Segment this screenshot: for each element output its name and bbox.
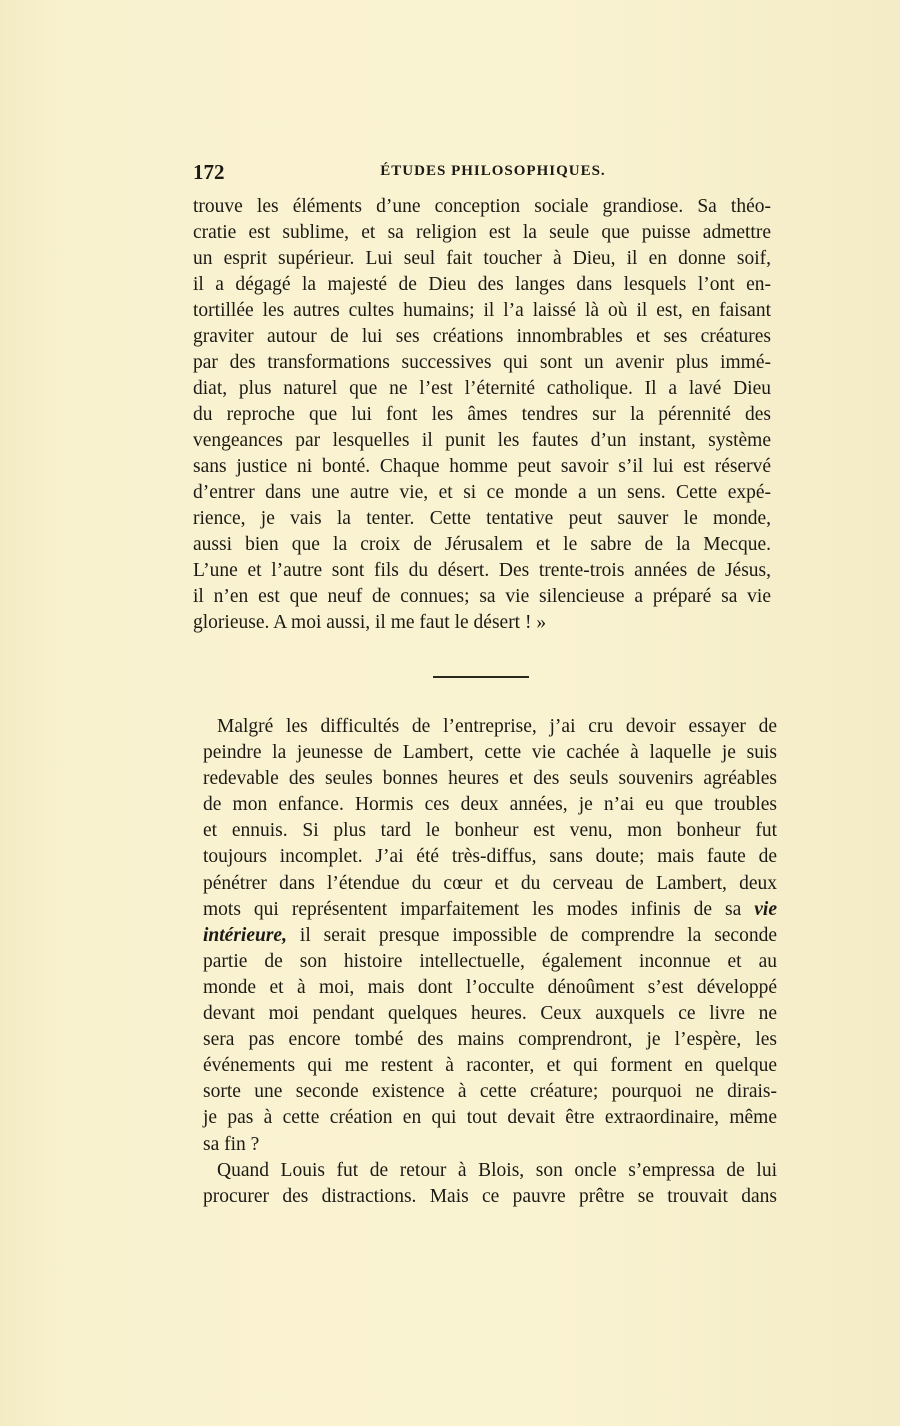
text-line [203, 1158, 777, 1184]
line-text: et ennuis. Si plus tard le bonheur est venu, mon bonheur fut [203, 820, 777, 842]
text-line [193, 610, 771, 636]
line-text: Malgré les difficultés de l’entreprise, j’ai cru devoir essayer de [217, 716, 777, 737]
line-text: peindre la jeunesse de Lambert, cette vie cachée à laquelle je suis [203, 742, 777, 764]
text-line [203, 897, 777, 923]
text-line [203, 871, 777, 897]
text-line [193, 402, 771, 428]
line-text: un esprit supérieur. Lui seul fait toucher à Dieu, il en donne soif, [193, 248, 771, 269]
text-line [193, 480, 771, 506]
text-line [193, 220, 771, 246]
text-line [193, 246, 771, 272]
text-line [203, 1105, 777, 1131]
text-line [193, 324, 771, 350]
line-text: il n’en est que neuf de connues; sa vie silencieuse a préparé sa vie [193, 586, 771, 607]
page-header [193, 160, 773, 186]
running-title: ÉTUDES PHILOSOPHIQUES. [380, 163, 606, 179]
text-line [203, 792, 777, 818]
text-line [203, 766, 777, 792]
line-text: devant moi pendant quelques heures. Ceux auxquels ce livre ne [203, 1003, 777, 1025]
text-line [203, 1184, 777, 1210]
paragraph-quote-end [193, 194, 771, 636]
line-text: monde et à moi, mais dont l’occulte dénoûment s’est développé [203, 976, 777, 998]
text-line [203, 949, 777, 975]
italic-text: intérieure, [203, 924, 287, 946]
line-text: par des transformations successives qui sont un avenir plus immé- [193, 352, 771, 373]
line-text: je pas à cette création en qui tout devait être extraordinaire, même [203, 1107, 777, 1129]
line-text: sa fin ? [203, 1133, 260, 1155]
paragraphs-narrative [203, 714, 777, 1210]
line-text: graviter autour de lui ses créations innombrables et ses créatures [193, 326, 771, 347]
line-text: de mon enfance. Hormis ces deux années, je n’ai eu que troubles [203, 794, 777, 816]
text-line [193, 584, 771, 610]
line-text: d’entrer dans une autre vie, et si ce monde a un sens. Cette expé- [193, 482, 771, 503]
text-line [203, 1001, 777, 1027]
text-line [203, 923, 777, 949]
text-line [193, 454, 771, 480]
text-line [203, 818, 777, 844]
line-text: pénétrer dans l’étendue du cœur et du cerveau de Lambert, deux [203, 872, 777, 894]
line-text: sorte une seconde existence à cette créature; pourquoi ne dirais- [203, 1081, 777, 1103]
text-line [193, 428, 771, 454]
line-text: il serait presque impossible de comprendre la seconde [299, 924, 777, 946]
text-line [203, 1053, 777, 1079]
line-text: tortillée les autres cultes humains; il l’a laissé là où il est, en faisant [193, 300, 771, 321]
line-text: diat, plus naturel que ne l’est l’éternité catholique. Il a lavé Dieu [193, 378, 771, 399]
text-line [203, 714, 777, 740]
line-text: du reproche que lui font les âmes tendres sur la pérennité des [193, 404, 771, 425]
line-text: sera pas encore tombé des mains comprendront, je l’espère, les [203, 1029, 777, 1051]
text-line [193, 350, 771, 376]
page-number: 172 [193, 160, 225, 184]
line-text: partie de son histoire intellectuelle, également inconnue et au [203, 950, 777, 972]
line-text: rience, je vais la tenter. Cette tentative peut sauver le monde, [193, 508, 771, 529]
text-line [193, 506, 771, 532]
line-text: Quand Louis fut de retour à Blois, son oncle s’empressa de lui [217, 1159, 777, 1181]
text-line [203, 844, 777, 870]
line-text: vengeances par lesquelles il punit les fautes d’un instant, système [193, 430, 771, 451]
text-line [203, 975, 777, 1001]
text-line [193, 194, 771, 220]
text-line [203, 1027, 777, 1053]
line-text: toujours incomplet. J’ai été très-diffus, sans doute; mais faute de [203, 846, 777, 868]
text-line [193, 298, 771, 324]
line-text: trouve les éléments d’une conception sociale grandiose. Sa théo- [193, 196, 771, 217]
line-text: glorieuse. A moi aussi, il me faut le désert ! » [193, 612, 547, 633]
text-line [203, 740, 777, 766]
text-line [203, 1079, 777, 1105]
italic-text: vie [754, 898, 778, 920]
text-line [193, 272, 771, 298]
text-line [193, 558, 771, 584]
line-text: sans justice ni bonté. Chaque homme peut savoir s’il lui est réservé [193, 456, 771, 477]
line-text: procurer des distractions. Mais ce pauvre prêtre se trouvait dans [203, 1185, 777, 1207]
line-text: cratie est sublime, et sa religion est la seule que puisse admettre [193, 222, 771, 243]
text-line [193, 532, 771, 558]
line-text: mots qui représentent imparfaitement les modes infinis de sa [203, 898, 742, 920]
line-text: redevable des seules bonnes heures et des seuls souvenirs agréables [203, 768, 777, 790]
line-text: événements qui me restent à raconter, et qui forment en quelque [203, 1055, 777, 1077]
line-text: L’une et l’autre sont fils du désert. Des trente-trois années de Jésus, [193, 560, 771, 581]
line-text: il a dégagé la majesté de Dieu des langes dans lesquels l’ont en- [193, 274, 771, 295]
text-line [193, 376, 771, 402]
text-line [203, 1132, 777, 1158]
section-divider [433, 676, 529, 678]
line-text: aussi bien que la croix de Jérusalem et le sabre de la Mecque. [193, 534, 771, 555]
